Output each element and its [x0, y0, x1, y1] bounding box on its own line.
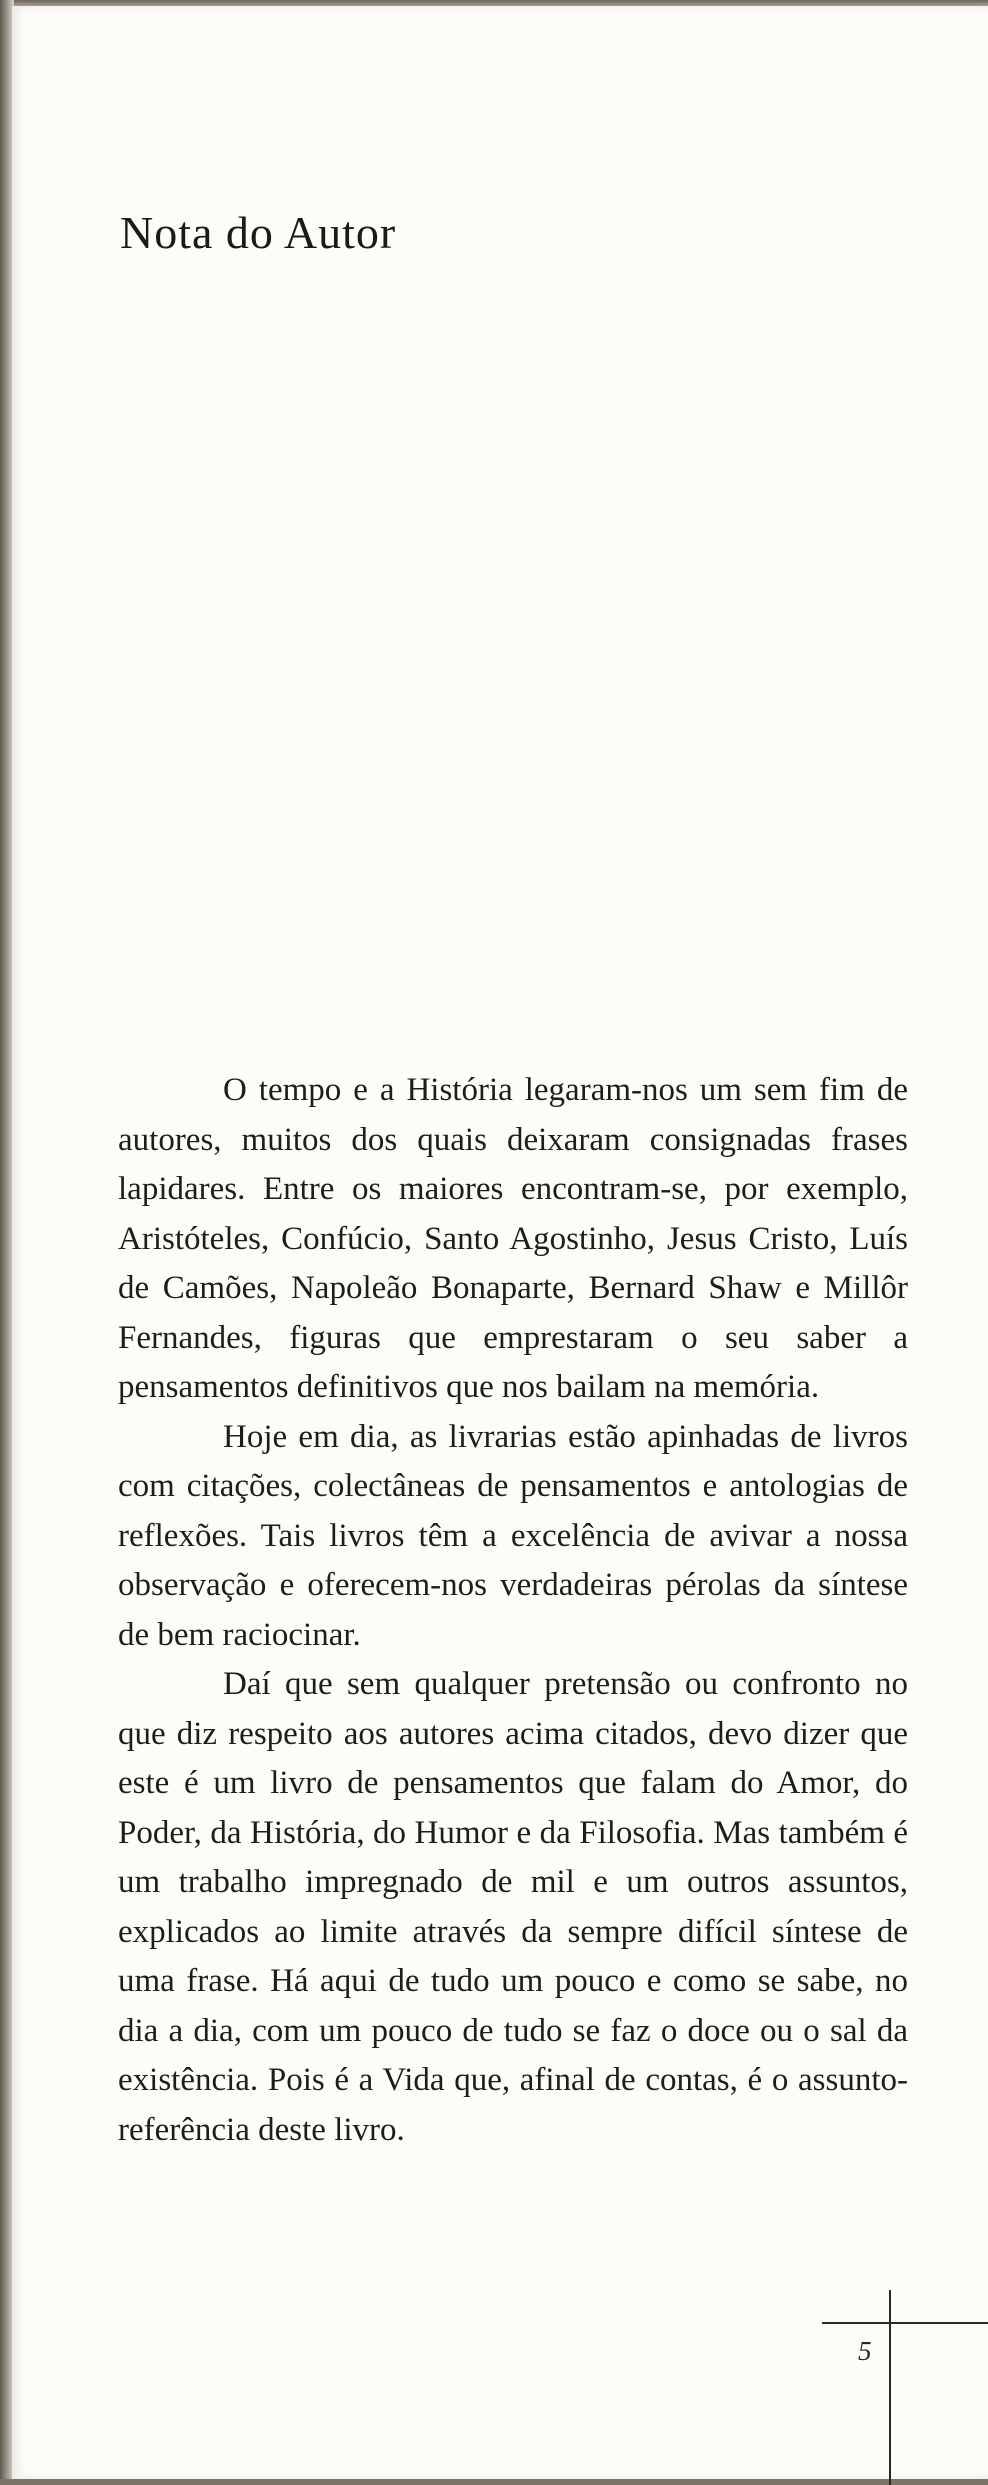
corner-rule-horizontal — [822, 2322, 988, 2324]
book-page — [12, 6, 988, 2479]
page-number: 5 — [858, 2336, 872, 2366]
paragraph-1: O tempo e a História legaram-nos um sem fim de autores, muitos dos quais deixaram consignadas frases lapidares. Entre os maiores encontram-se, por exemplo, Aristóteles, Confúcio, Santo Agostinho, Jesus Cristo, Luís de Camões, Napoleão Bonaparte, Bernard Shaw e Millôr Fernandes, figuras que emprestaram o seu saber a pensamentos definitivos que nos bailam na memória. — [118, 1072, 908, 1405]
page-title: Nota do Autor — [120, 207, 397, 258]
body-text — [118, 1066, 908, 2155]
paragraph-2: Hoje em dia, as livrarias estão apinhadas de livros com citações, colectâneas de pensamentos e antologias de reflexões. Tais livros têm a excelência de avivar a nossa observação e oferecem-nos verdadeiras pérolas da síntese de bem raciocinar. — [118, 1418, 908, 1653]
corner-rule-vertical — [889, 2290, 891, 2485]
paragraph-3: Daí que sem qualquer pretensão ou confronto no que diz respeito aos autores acima citados, devo dizer que este é um livro de pensamentos que falam do Amor, do Poder, da História, do Humor e da Filosofia. Mas também é um trabalho impregnado de mil e um outros assuntos, explicados ao limite através da sempre difícil síntese de uma frase. Há aqui de tudo um pouco e como se sabe, no dia a dia, com um pouco de tudo se faz o doce ou o sal da existência. Pois é a Vida que, afinal de contas, é o assunto-referência deste livro. — [118, 1666, 908, 2148]
